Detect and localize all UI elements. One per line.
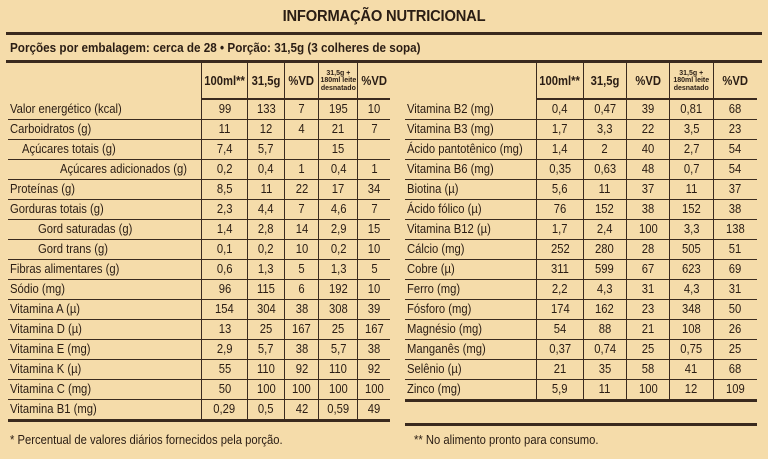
value-vd: 40 <box>626 140 669 160</box>
value-100ml: 0,35 <box>537 160 583 180</box>
value-portion-with-milk: 2,7 <box>669 140 713 160</box>
nutrient-label: Cálcio (mg) <box>405 240 537 260</box>
value-portion-with-milk: 505 <box>669 240 713 260</box>
value-vd-with-milk: 92 <box>358 360 390 380</box>
value-100ml: 13 <box>202 320 248 340</box>
value-portion-with-milk: 4,6 <box>319 200 358 220</box>
header-vd-with-milk: %VD <box>713 63 757 99</box>
nutrient-label: Selênio (µ) <box>405 360 537 380</box>
nutrient-label: Zinco (mg) <box>405 380 537 401</box>
value-vd-with-milk: 37 <box>713 180 757 200</box>
value-portion-with-milk: 0,81 <box>669 99 713 120</box>
value-vd-with-milk: 7 <box>358 120 390 140</box>
value-portion: 35 <box>583 360 626 380</box>
table-row <box>8 240 390 260</box>
value-vd: 22 <box>284 180 318 200</box>
table-row <box>405 280 757 300</box>
nutrient-label: Vitamina D (µ) <box>8 320 202 340</box>
value-portion-with-milk: 2,9 <box>319 220 358 240</box>
nutrient-label: Ácido pantotênico (mg) <box>405 140 537 160</box>
value-100ml: 174 <box>537 300 583 320</box>
table-row <box>8 380 390 400</box>
value-vd-with-milk: 69 <box>713 260 757 280</box>
value-portion-with-milk: 0,59 <box>319 400 358 421</box>
value-vd-with-milk: 54 <box>713 140 757 160</box>
nutrient-label: Valor energético (kcal) <box>8 99 202 120</box>
value-portion: 2,8 <box>248 220 285 240</box>
page-title: INFORMAÇÃO NUTRICIONAL <box>282 8 486 25</box>
value-portion-with-milk: 12 <box>669 380 713 401</box>
value-portion: 0,47 <box>583 99 626 120</box>
value-portion: 25 <box>248 320 285 340</box>
value-100ml: 252 <box>537 240 583 260</box>
value-100ml: 0,1 <box>202 240 248 260</box>
value-vd: 14 <box>284 220 318 240</box>
value-vd-with-milk: 68 <box>713 99 757 120</box>
header-row <box>405 63 757 99</box>
value-portion: 100 <box>248 380 285 400</box>
value-vd: 7 <box>284 99 318 120</box>
table-row <box>8 280 390 300</box>
nutrition-table-left <box>8 63 390 422</box>
value-portion: 0,63 <box>583 160 626 180</box>
value-vd-with-milk: 10 <box>358 280 390 300</box>
value-vd-with-milk: 50 <box>713 300 757 320</box>
value-vd-with-milk: 26 <box>713 320 757 340</box>
table-row <box>405 240 757 260</box>
value-100ml: 1,7 <box>537 220 583 240</box>
table-row <box>8 160 390 180</box>
value-portion: 280 <box>583 240 626 260</box>
value-vd: 25 <box>626 340 669 360</box>
value-vd: 4 <box>284 120 318 140</box>
value-portion: 115 <box>248 280 285 300</box>
value-100ml: 0,6 <box>202 260 248 280</box>
table-row <box>8 200 390 220</box>
table-row <box>405 340 757 360</box>
value-portion-with-milk: 17 <box>319 180 358 200</box>
value-100ml: 1,7 <box>537 120 583 140</box>
table-row <box>8 220 390 240</box>
value-portion: 4,4 <box>248 200 285 220</box>
value-100ml: 5,9 <box>537 380 583 401</box>
value-portion: 0,74 <box>583 340 626 360</box>
value-portion-with-milk: 21 <box>319 120 358 140</box>
nutrient-label: Gord trans (g) <box>8 240 202 260</box>
value-100ml: 0,4 <box>537 99 583 120</box>
value-portion: 5,7 <box>248 140 285 160</box>
value-portion: 11 <box>248 180 285 200</box>
value-portion: 88 <box>583 320 626 340</box>
value-vd: 21 <box>626 320 669 340</box>
nutrient-label: Biotina (µ) <box>405 180 537 200</box>
table-row <box>405 300 757 320</box>
nutrient-label: Vitamina B2 (mg) <box>405 99 537 120</box>
value-portion-with-milk: 5,7 <box>319 340 358 360</box>
value-portion-with-milk: 192 <box>319 280 358 300</box>
value-vd-with-milk: 7 <box>358 200 390 220</box>
header-portion-with-milk: 31,5g + 180ml leite desnatado <box>669 63 713 99</box>
value-vd: 100 <box>626 380 669 401</box>
nutrient-label: Açúcares adicionados (g) <box>8 160 202 180</box>
value-vd: 28 <box>626 240 669 260</box>
nutrient-label: Fibras alimentares (g) <box>8 260 202 280</box>
nutrient-label: Vitamina B6 (mg) <box>405 160 537 180</box>
value-portion: 0,4 <box>248 160 285 180</box>
value-portion-with-milk: 1,3 <box>319 260 358 280</box>
value-100ml: 7,4 <box>202 140 248 160</box>
value-vd: 39 <box>626 99 669 120</box>
table-row <box>405 200 757 220</box>
header-100ml: 100ml** <box>537 63 583 99</box>
value-100ml: 1,4 <box>202 220 248 240</box>
value-vd-with-milk: 10 <box>358 99 390 120</box>
value-vd: 23 <box>626 300 669 320</box>
value-vd-with-milk: 15 <box>358 220 390 240</box>
value-vd-with-milk: 51 <box>713 240 757 260</box>
value-100ml: 0,2 <box>202 160 248 180</box>
value-vd-with-milk: 167 <box>358 320 390 340</box>
table-row <box>405 220 757 240</box>
value-vd: 31 <box>626 280 669 300</box>
value-vd <box>284 140 318 160</box>
nutrient-label: Ácido fólico (µ) <box>405 200 537 220</box>
table-row <box>8 140 390 160</box>
nutrient-label: Vitamina C (mg) <box>8 380 202 400</box>
value-portion-with-milk: 0,75 <box>669 340 713 360</box>
header-label-blank <box>8 63 202 99</box>
value-vd-with-milk: 23 <box>713 120 757 140</box>
value-vd-with-milk <box>358 140 390 160</box>
value-vd-with-milk: 38 <box>713 200 757 220</box>
value-portion-with-milk: 4,3 <box>669 280 713 300</box>
value-vd: 100 <box>626 220 669 240</box>
nutrient-label: Manganês (mg) <box>405 340 537 360</box>
nutrient-label: Cobre (µ) <box>405 260 537 280</box>
value-vd: 6 <box>284 280 318 300</box>
serving-info: Porções por embalagem: cerca de 28 • Porção: 31,5g (3 colheres de sopa) <box>10 40 421 55</box>
value-portion: 2,4 <box>583 220 626 240</box>
table-row <box>8 260 390 280</box>
value-vd-with-milk: 39 <box>358 300 390 320</box>
value-vd-with-milk: 34 <box>358 180 390 200</box>
value-vd-with-milk: 1 <box>358 160 390 180</box>
value-portion-with-milk: 11 <box>669 180 713 200</box>
value-100ml: 21 <box>537 360 583 380</box>
value-portion: 11 <box>583 380 626 401</box>
nutrient-label: Magnésio (mg) <box>405 320 537 340</box>
value-portion-with-milk: 110 <box>319 360 358 380</box>
value-vd: 7 <box>284 200 318 220</box>
value-100ml: 8,5 <box>202 180 248 200</box>
value-vd-with-milk: 25 <box>713 340 757 360</box>
value-portion: 11 <box>583 180 626 200</box>
value-portion: 1,3 <box>248 260 285 280</box>
value-100ml: 1,4 <box>537 140 583 160</box>
value-vd: 92 <box>284 360 318 380</box>
header-vd: %VD <box>284 63 318 99</box>
table-row <box>8 360 390 380</box>
value-vd-with-milk: 10 <box>358 240 390 260</box>
value-100ml: 5,6 <box>537 180 583 200</box>
value-portion-with-milk: 152 <box>669 200 713 220</box>
value-portion: 2 <box>583 140 626 160</box>
nutrient-label: Gorduras totais (g) <box>8 200 202 220</box>
value-100ml: 99 <box>202 99 248 120</box>
table-row <box>8 400 390 421</box>
value-portion-with-milk: 3,5 <box>669 120 713 140</box>
table-row <box>8 180 390 200</box>
table-row <box>405 120 757 140</box>
value-vd: 5 <box>284 260 318 280</box>
value-100ml: 55 <box>202 360 248 380</box>
value-vd: 38 <box>626 200 669 220</box>
right-table-bottom-rule <box>405 423 757 426</box>
value-vd-with-milk: 31 <box>713 280 757 300</box>
value-vd: 58 <box>626 360 669 380</box>
table-row <box>8 320 390 340</box>
value-100ml: 2,9 <box>202 340 248 360</box>
value-portion: 162 <box>583 300 626 320</box>
header-portion: 31,5g <box>248 63 285 99</box>
table-row <box>8 340 390 360</box>
value-portion-with-milk: 308 <box>319 300 358 320</box>
value-100ml: 0,29 <box>202 400 248 421</box>
nutrient-label: Vitamina B12 (µ) <box>405 220 537 240</box>
nutrient-label: Açúcares totais (g) <box>8 140 202 160</box>
nutrient-label: Vitamina A (µ) <box>8 300 202 320</box>
value-vd: 22 <box>626 120 669 140</box>
value-portion-with-milk: 25 <box>319 320 358 340</box>
value-portion: 599 <box>583 260 626 280</box>
value-vd: 38 <box>284 340 318 360</box>
value-100ml: 54 <box>537 320 583 340</box>
nutrition-table-right <box>405 63 757 402</box>
value-vd: 67 <box>626 260 669 280</box>
value-vd: 42 <box>284 400 318 421</box>
value-portion-with-milk: 0,4 <box>319 160 358 180</box>
value-portion: 0,2 <box>248 240 285 260</box>
value-vd-with-milk: 38 <box>358 340 390 360</box>
value-100ml: 0,37 <box>537 340 583 360</box>
nutrient-label: Ferro (mg) <box>405 280 537 300</box>
value-portion: 4,3 <box>583 280 626 300</box>
value-100ml: 2,3 <box>202 200 248 220</box>
value-100ml: 50 <box>202 380 248 400</box>
table-row <box>405 260 757 280</box>
table-row <box>8 120 390 140</box>
value-100ml: 154 <box>202 300 248 320</box>
value-portion: 133 <box>248 99 285 120</box>
table-row <box>405 320 757 340</box>
header-row <box>8 63 390 99</box>
value-portion: 152 <box>583 200 626 220</box>
value-portion-with-milk: 108 <box>669 320 713 340</box>
value-portion-with-milk: 100 <box>319 380 358 400</box>
value-vd-with-milk: 109 <box>713 380 757 401</box>
value-portion-with-milk: 195 <box>319 99 358 120</box>
value-vd: 48 <box>626 160 669 180</box>
value-100ml: 2,2 <box>537 280 583 300</box>
nutrient-label: Proteínas (g) <box>8 180 202 200</box>
header-vd: %VD <box>626 63 669 99</box>
value-portion: 304 <box>248 300 285 320</box>
value-portion-with-milk: 623 <box>669 260 713 280</box>
nutrient-label: Carboidratos (g) <box>8 120 202 140</box>
nutrient-label: Sódio (mg) <box>8 280 202 300</box>
value-100ml: 311 <box>537 260 583 280</box>
value-100ml: 96 <box>202 280 248 300</box>
value-vd-with-milk: 49 <box>358 400 390 421</box>
title-divider <box>6 32 762 35</box>
value-portion-with-milk: 41 <box>669 360 713 380</box>
value-portion-with-milk: 0,2 <box>319 240 358 260</box>
footnote-ready-to-eat: ** No alimento pronto para consumo. <box>414 433 599 447</box>
table-row <box>405 99 757 120</box>
table-row <box>405 360 757 380</box>
nutrient-label: Vitamina B1 (mg) <box>8 400 202 421</box>
header-100ml: 100ml** <box>202 63 248 99</box>
value-portion: 12 <box>248 120 285 140</box>
nutrient-label: Vitamina K (µ) <box>8 360 202 380</box>
value-vd-with-milk: 100 <box>358 380 390 400</box>
value-portion: 3,3 <box>583 120 626 140</box>
table-row <box>405 140 757 160</box>
table-row <box>405 380 757 401</box>
value-vd: 167 <box>284 320 318 340</box>
footnote-daily-values: * Percentual de valores diários fornecidos pela porção. <box>10 433 283 447</box>
value-vd: 38 <box>284 300 318 320</box>
nutrient-label: Gord saturadas (g) <box>8 220 202 240</box>
nutrient-label: Fósforo (mg) <box>405 300 537 320</box>
value-portion-with-milk: 3,3 <box>669 220 713 240</box>
table-row <box>8 300 390 320</box>
table-row <box>8 99 390 120</box>
nutrient-label: Vitamina E (mg) <box>8 340 202 360</box>
value-vd: 1 <box>284 160 318 180</box>
value-portion-with-milk: 15 <box>319 140 358 160</box>
value-100ml: 76 <box>537 200 583 220</box>
value-portion: 110 <box>248 360 285 380</box>
table-row <box>405 180 757 200</box>
value-portion-with-milk: 348 <box>669 300 713 320</box>
value-vd-with-milk: 138 <box>713 220 757 240</box>
header-portion: 31,5g <box>583 63 626 99</box>
value-portion: 5,7 <box>248 340 285 360</box>
value-vd-with-milk: 5 <box>358 260 390 280</box>
nutrient-label: Vitamina B3 (mg) <box>405 120 537 140</box>
value-vd: 100 <box>284 380 318 400</box>
value-vd: 10 <box>284 240 318 260</box>
value-vd-with-milk: 68 <box>713 360 757 380</box>
value-vd-with-milk: 54 <box>713 160 757 180</box>
value-vd: 37 <box>626 180 669 200</box>
header-label-blank <box>405 63 537 99</box>
table-row <box>405 160 757 180</box>
value-portion: 0,5 <box>248 400 285 421</box>
header-vd-with-milk: %VD <box>358 63 390 99</box>
value-100ml: 11 <box>202 120 248 140</box>
value-portion-with-milk: 0,7 <box>669 160 713 180</box>
header-portion-with-milk: 31,5g + 180ml leite desnatado <box>319 63 358 99</box>
